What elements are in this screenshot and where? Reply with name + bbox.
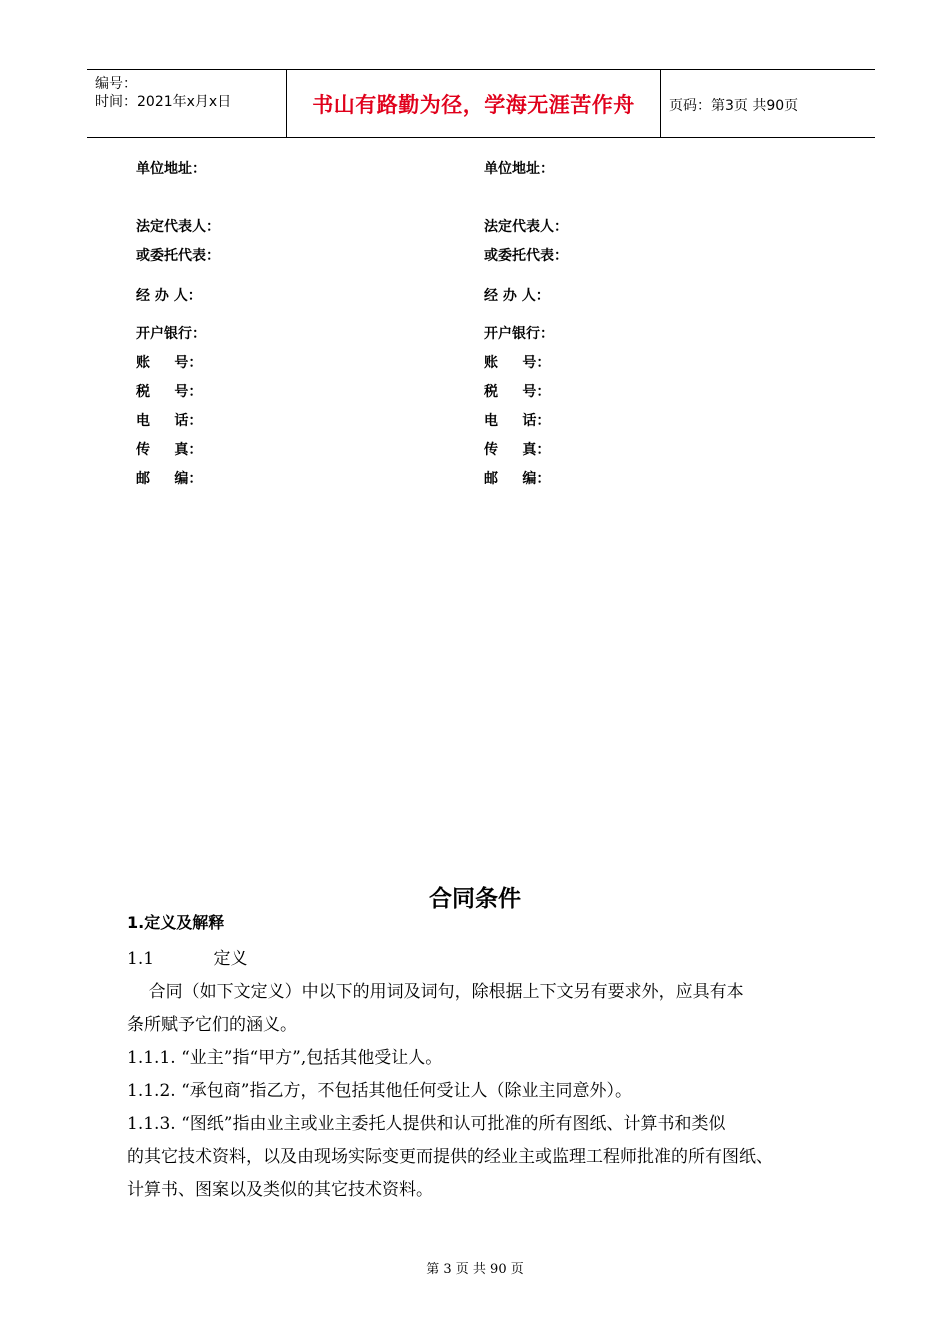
clause-1-1-3-line-2: 的其它技术资料，以及由现场实际变更而提供的经业主或监理工程师批准的所有图纸、 — [127, 1147, 773, 1167]
party-a-account: 账 号： — [136, 355, 203, 371]
clause-1-1-3-line-3: 计算书、图案以及类似的其它技术资料。 — [127, 1180, 433, 1200]
party-a-tax: 税 号： — [136, 384, 203, 400]
party-a-postcode: 邮 编： — [136, 471, 203, 487]
intro-line-1: 合同（如下文定义）中以下的用词及词句，除根据上下文另有要求外，应具有本 — [127, 982, 744, 1002]
party-a-phone: 电 话： — [136, 413, 203, 429]
party-b-legal-rep: 法定代表人： — [484, 219, 568, 235]
header-page-info: 页码：第3页 共90页 — [669, 98, 799, 114]
party-b-address: 单位地址： — [484, 161, 554, 177]
party-b-tax: 税 号： — [484, 384, 551, 400]
clause-1-1-1: 1.1.1. “业主”指“甲方”,包括其他受让人。 — [127, 1048, 443, 1068]
party-b-account: 账 号： — [484, 355, 551, 371]
clause-1-1: 1.1 定义 — [127, 949, 248, 969]
clause-1-1-2: 1.1.2. “承包商”指乙方，不包括其他任何受让人（除业主同意外）。 — [127, 1081, 632, 1101]
intro-line-2: 条所赋予它们的涵义。 — [127, 1015, 297, 1035]
party-b-handler: 经 办 人： — [484, 288, 550, 304]
page-header — [87, 69, 875, 138]
page-footer: 第 3 页 共 90 页 — [426, 1262, 524, 1277]
party-a-fax: 传 真： — [136, 442, 203, 458]
party-b-proxy: 或委托代表： — [484, 248, 568, 264]
party-b-postcode: 邮 编： — [484, 471, 551, 487]
party-b-phone: 电 话： — [484, 413, 551, 429]
section-title: 合同条件 — [429, 886, 521, 912]
party-a-handler: 经 办 人： — [136, 288, 202, 304]
party-a-legal-rep: 法定代表人： — [136, 219, 220, 235]
party-a-address: 单位地址： — [136, 161, 206, 177]
party-b-fax: 传 真： — [484, 442, 551, 458]
document-date-label: 时间：2021年x月x日 — [95, 94, 232, 110]
header-motto: 书山有路勤为径，学海无涯苦作舟 — [286, 70, 661, 137]
party-b-bank: 开户银行： — [484, 326, 554, 342]
clause-1-1-3-line-1: 1.1.3. “图纸”指由业主或业主委托人提供和认可批准的所有图纸、计算书和类似 — [127, 1114, 726, 1134]
document-number-label: 编号： — [95, 76, 137, 92]
header-left-cell — [95, 75, 231, 111]
party-a-proxy: 或委托代表： — [136, 248, 220, 264]
party-a-bank: 开户银行： — [136, 326, 206, 342]
section-heading: 1.定义及解释 — [127, 913, 225, 932]
